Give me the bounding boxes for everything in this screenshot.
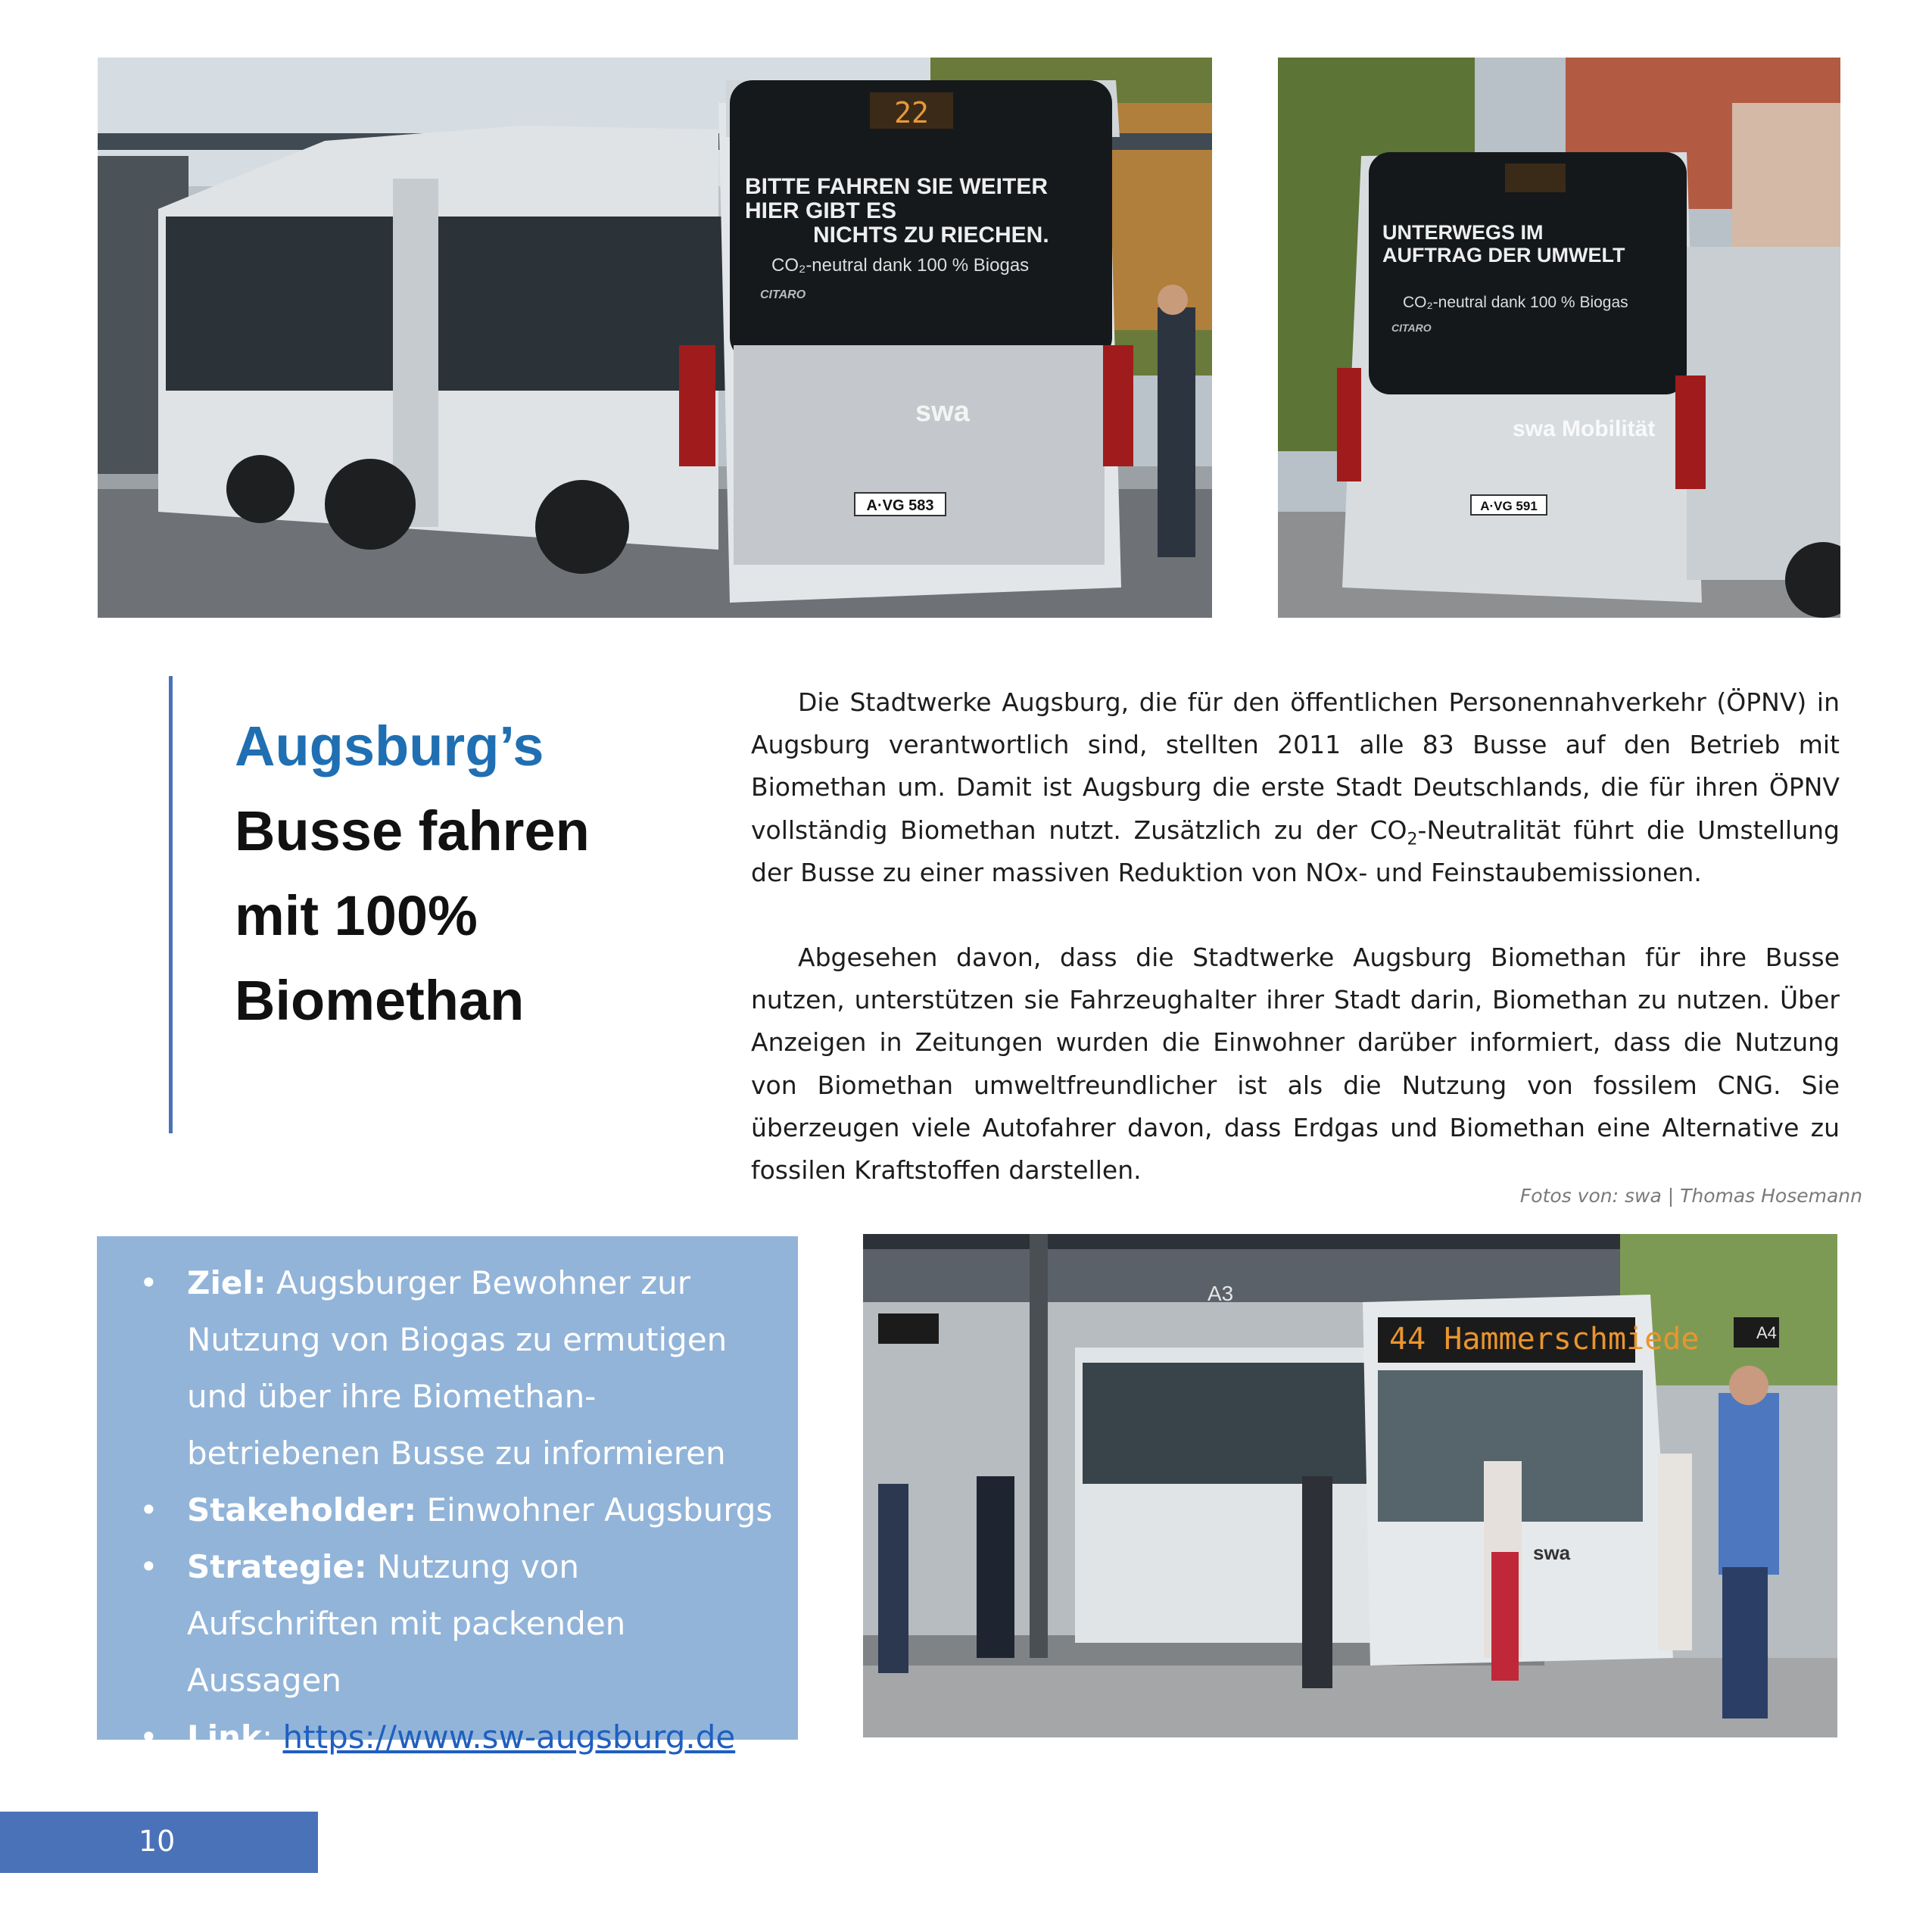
body-paragraph-1 [751,681,1840,894]
photo-credit: Fotos von: swa | Thomas Hosemann [1519,1185,1862,1207]
rear-slogan-line1: BITTE FAHREN SIE WEITER [745,174,1049,199]
photo-bus-rear-right [1278,58,1840,618]
bullet-icon: • [139,1264,158,1301]
info-text: Einwohner Augsburgs [416,1491,773,1528]
brand-logo-swa: swa [1533,1541,1571,1564]
rear-slogan-line3: NICHTS ZU RIECHEN. [813,223,1049,248]
heading-line-city: Augsburg’s [235,715,544,777]
info-label: Stakeholder: [187,1491,417,1528]
heading-line-2: Busse fahren [235,799,590,862]
info-item-ziel [118,1254,777,1482]
photo-bus-rear-left [98,58,1212,618]
info-list [118,1254,777,1765]
rear-slogan-line2: AUFTRAG DER UMWELT [1382,244,1625,266]
info-text: Nutzung von Aufschriften mit packenden Aussagen [187,1548,626,1699]
page-heading [235,704,704,1043]
info-item-stakeholder [118,1482,777,1538]
brand-logo-swa: swa Mobilität [1513,416,1656,441]
rear-slogan-line3: CO₂-neutral dank 100 % Biogas [1403,294,1628,311]
platform-label-a4: A4 [1756,1323,1777,1342]
license-plate: A·VG 583 [866,497,934,514]
bullet-icon: • [139,1548,158,1585]
info-item-strategie [118,1538,777,1709]
bus-model-label: CITARO [760,288,806,301]
info-item-link [118,1709,777,1765]
info-box [97,1236,798,1756]
heading-line-4: Biomethan [235,969,525,1032]
bus-model-label: CITARO [1391,322,1432,334]
sw-augsburg-link[interactable]: https://www.sw-augsburg.de [282,1719,736,1756]
co2-subscript: 2 [1407,830,1418,849]
license-plate: A·VG 591 [1480,499,1538,513]
heading-accent-bar [169,676,173,1133]
body-paragraph-1-part1: Die Stadtwerke Augsburg, die für den öffentlichen Personennahverkehr (ÖPNV) in Augsburg verantwortlich sind, stellten 2011 alle 83 Busse auf den Betrieb mit Biomethan um. Damit ist Augsburg die erste Stadt Deutschlands, die für ihren ÖPNV vollständig Biomethan nutzt. Zusätzlich zu der CO [751,687,1840,845]
destination-display-44: 44 Hammerschmiede [1389,1322,1700,1357]
rear-slogan-line1: UNTERWEGS IM [1382,221,1544,244]
body-paragraph-1-part2: -Neutralität führt die Umstellung der Busse zu einer massiven Reduktion von NOx- und Feinstaubemissionen. [751,815,1840,887]
rear-slogan-line2: HIER GIBT ES [745,198,897,223]
info-text: Augsburger Bewohner zur Nutzung von Biogas zu ermutigen und über ihre Biomethan-betriebenen Busse zu informieren [187,1264,728,1472]
body-paragraph-2: Abgesehen davon, dass die Stadtwerke Augsburg Biomethan für ihre Busse nutzen, unterstützen sie Fahrzeughalter ihrer Stadt darin, Biomethan zu nutzen. Über Anzeigen in Zeitungen wurden die Einwohner darüber informiert, dass die Nutzung von Biomethan umweltfreundlicher ist als die Nutzung von fossilem CNG. Sie überzeugen viele Autofahrer davon, dass Erdgas und Biomethan eine Alternative zu fossilen Kraftstoffen darstellen. [751,943,1840,1186]
destination-display-22: 22 [894,96,929,129]
brand-logo-swa: swa [915,396,970,428]
info-text: : [262,1719,283,1756]
photo-bus-station [863,1234,1837,1737]
heading-line-3: mit 100% [235,884,478,947]
body-text [751,681,1840,1192]
bullet-icon: • [139,1491,158,1528]
bullet-icon: • [139,1719,158,1756]
rear-slogan-line4: CO₂-neutral dank 100 % Biogas [771,255,1030,276]
info-label: Link [187,1719,262,1756]
page-number: 10 [139,1824,176,1858]
platform-label-a3: A3 [1208,1282,1234,1305]
info-label: Ziel: [187,1264,266,1301]
info-label: Strategie: [187,1548,367,1585]
